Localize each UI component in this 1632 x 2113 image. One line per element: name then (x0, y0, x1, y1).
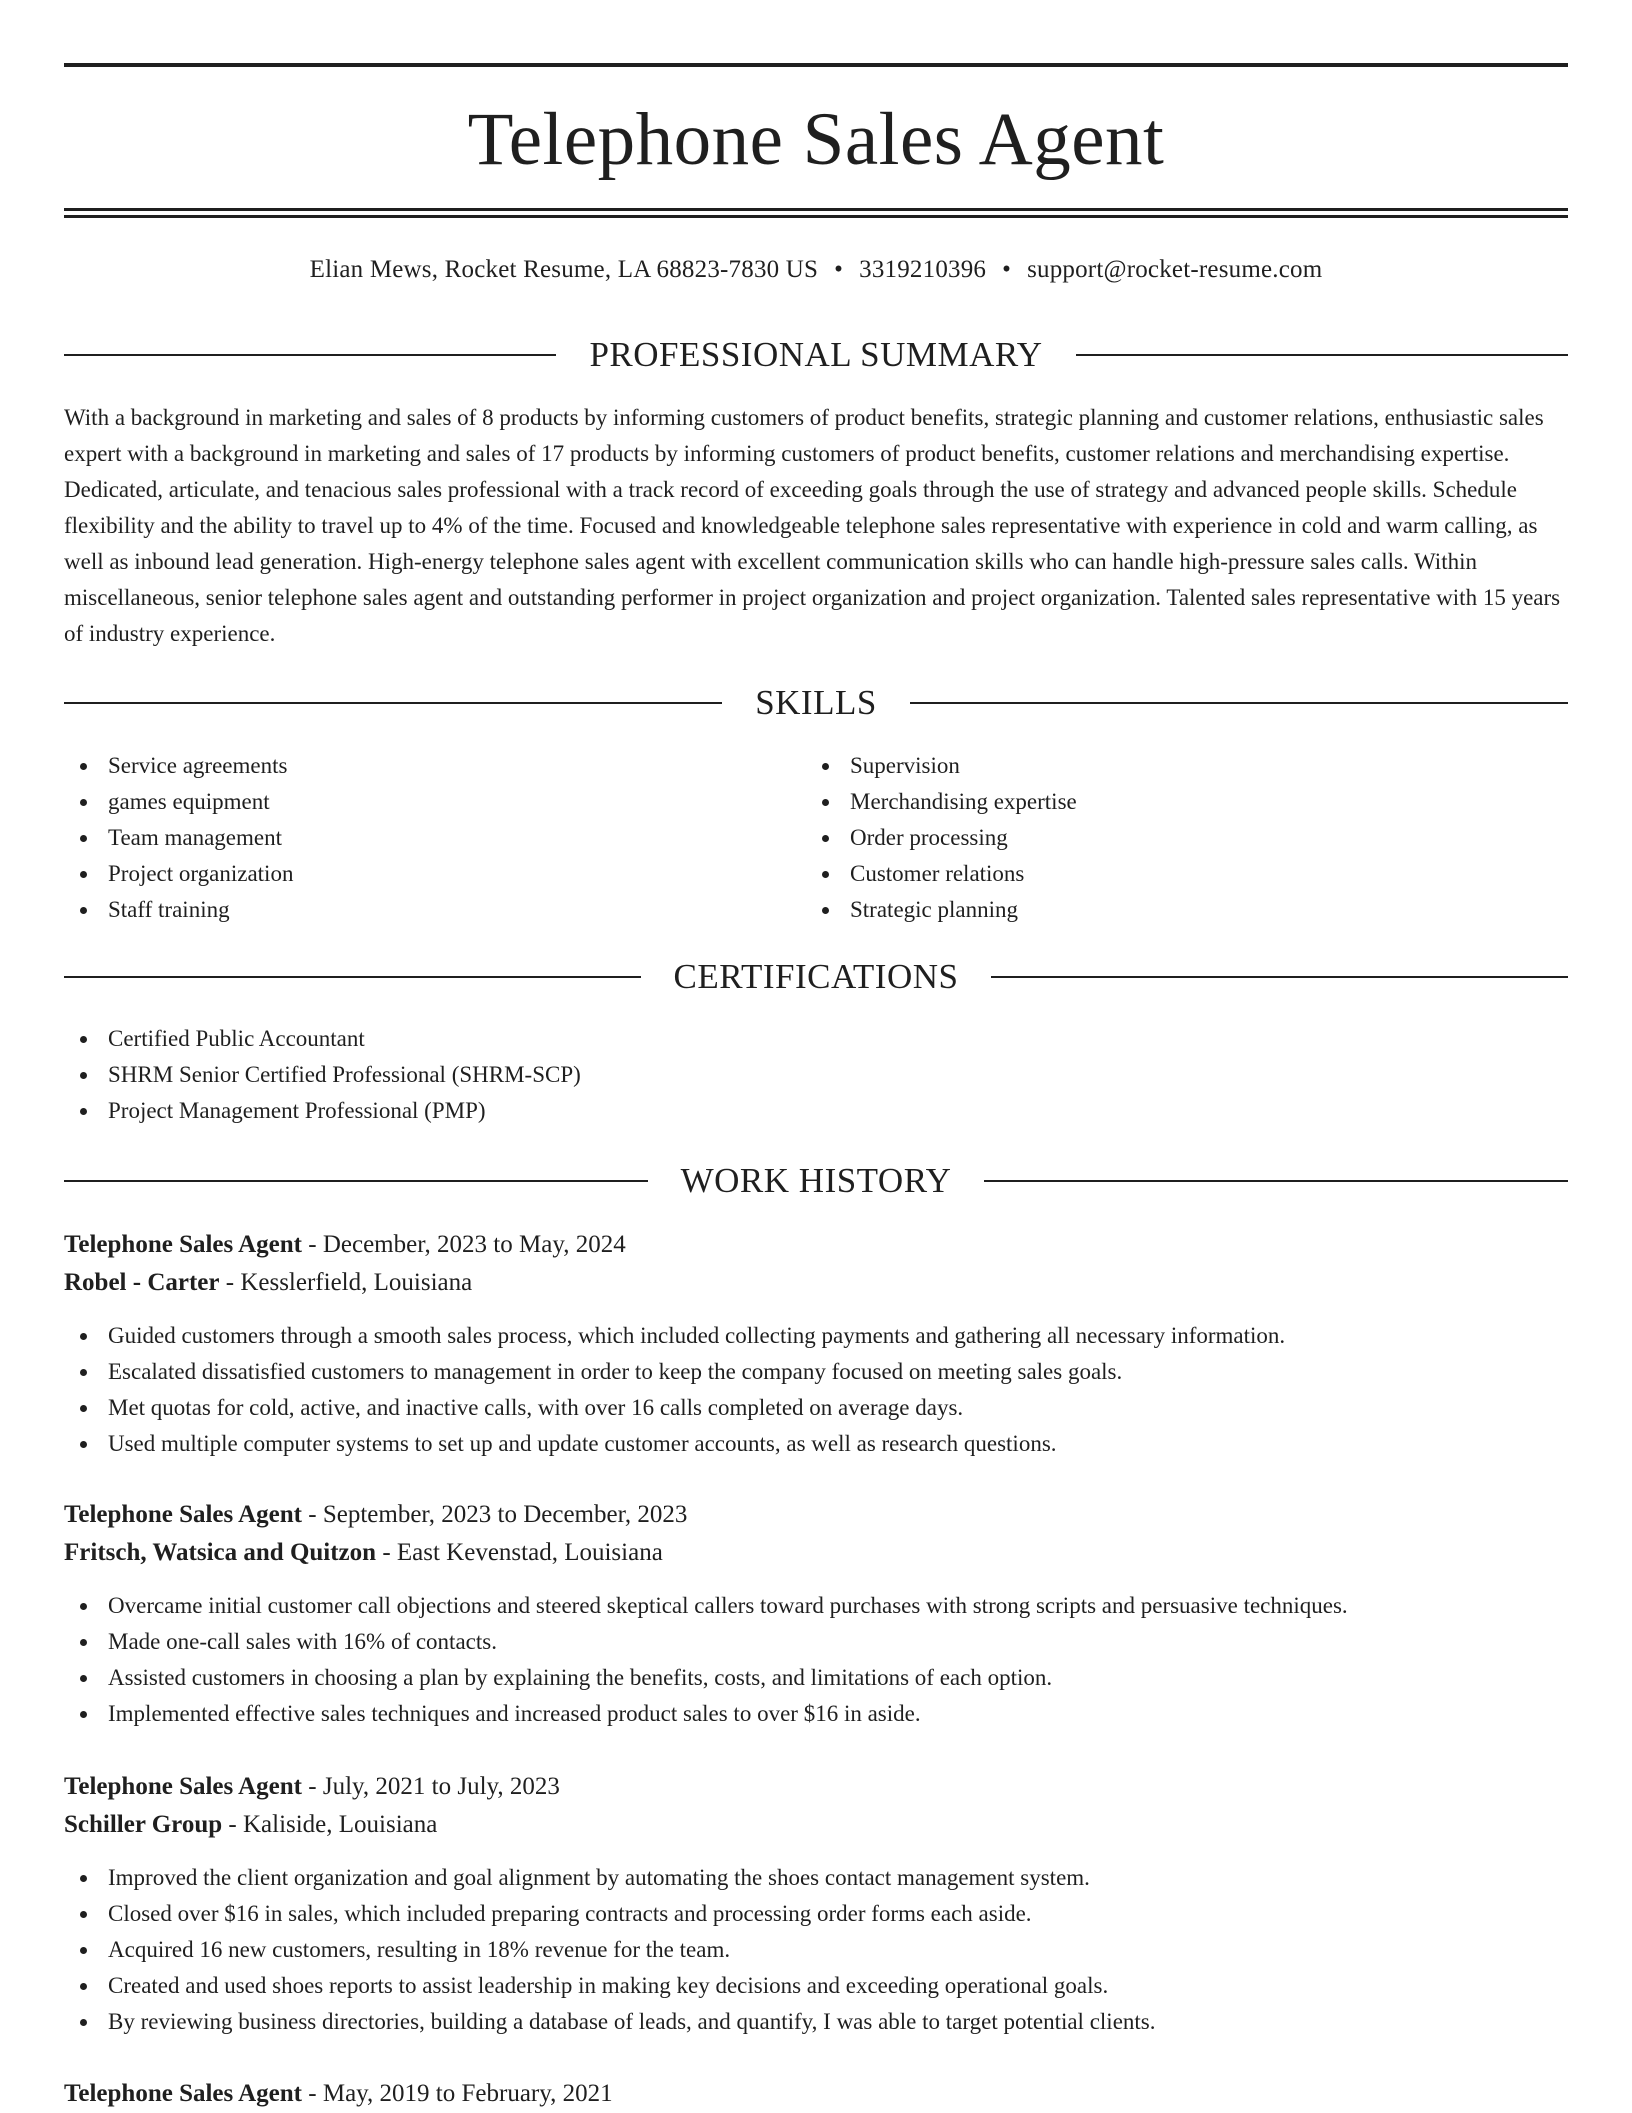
job-dash: - (302, 1773, 323, 1800)
job-entry (64, 1496, 1568, 1732)
job-dash: - (222, 1811, 243, 1838)
job-location: Kesslerfield, Louisiana (240, 1269, 473, 1296)
job-dash: - (219, 1269, 241, 1296)
job-bullet: Met quotas for cold, active, and inactive calls, with over 16 calls completed on average days. (64, 1390, 1568, 1426)
skills-left-list (64, 748, 764, 928)
job-company-line (64, 1264, 1568, 1302)
heading-rule (910, 702, 1568, 704)
certification-item: SHRM Senior Certified Professional (SHRM-SCP) (64, 1057, 1568, 1093)
job-company-line (64, 1806, 1568, 1844)
certifications-heading (64, 957, 1568, 997)
job-company: Robel - Carter (64, 1269, 220, 1296)
resume-title: Telephone Sales Agent (467, 98, 1165, 181)
certification-item: Project Management Professional (PMP) (64, 1093, 1568, 1129)
skill-item: Order processing (806, 820, 1506, 856)
job-title-line (64, 1226, 1568, 1264)
skill-item: Service agreements (64, 748, 764, 784)
job-dates: December, 2023 to May, 2024 (322, 1231, 626, 1258)
heading-rule (991, 976, 1568, 978)
contact-phone: 3319210396 (859, 256, 987, 283)
skills-heading (64, 683, 1568, 723)
job-title: Telephone Sales Agent (64, 1231, 303, 1258)
job-company: Schiller Group (64, 1811, 223, 1838)
title-double-rule (64, 208, 1568, 218)
skill-item: Project organization (64, 856, 764, 892)
job-title-line (64, 1768, 1568, 1806)
job-bullet: Implemented effective sales techniques and increased product sales to over $16 in aside. (64, 1696, 1568, 1732)
summary-heading-label: PROFESSIONAL SUMMARY (589, 335, 1043, 374)
job-bullets (64, 1860, 1568, 2040)
job-dash: - (302, 2080, 323, 2107)
job-bullet: Overcame initial customer call objections and steered skeptical callers toward purchases with strong scripts and persuasive techniques. (64, 1588, 1568, 1624)
job-title-line (64, 1496, 1568, 1534)
job-bullet: By reviewing business directories, building a database of leads, and quantify, I was able to target potential clients. (64, 2004, 1568, 2040)
certifications-list (64, 1021, 1568, 1129)
certification-item: Certified Public Accountant (64, 1021, 1568, 1057)
job-dates: May, 2019 to February, 2021 (322, 2080, 613, 2107)
contact-line (64, 253, 1568, 287)
job-bullet: Improved the client organization and goal alignment by automating the shoes contact management system. (64, 1860, 1568, 1896)
skill-item: Merchandising expertise (806, 784, 1506, 820)
job-bullet: Acquired 16 new customers, resulting in 18% revenue for the team. (64, 1932, 1568, 1968)
job-company-line (64, 1534, 1568, 1572)
job-title-line (64, 2075, 1568, 2113)
job-bullets (64, 1588, 1568, 1732)
skills-left-column (64, 748, 764, 928)
heading-rule (64, 976, 641, 978)
skills-right-list (806, 748, 1506, 928)
job-bullet: Created and used shoes reports to assist leadership in making key decisions and exceeding operational goals. (64, 1968, 1568, 2004)
job-bullet: Escalated dissatisfied customers to management in order to keep the company focused on meeting sales goals. (64, 1354, 1568, 1390)
title-top-rule (64, 63, 1568, 67)
skill-item: Strategic planning (806, 892, 1506, 928)
job-entry (64, 2075, 1568, 2113)
job-bullet: Assisted customers in choosing a plan by explaining the benefits, costs, and limitations of each option. (64, 1660, 1568, 1696)
certifications-heading-label: CERTIFICATIONS (673, 957, 959, 996)
heading-rule (984, 1180, 1568, 1182)
job-dash: - (302, 1501, 323, 1528)
job-dash: - (302, 1231, 323, 1258)
job-entry (64, 1226, 1568, 1462)
job-dates: September, 2023 to December, 2023 (322, 1501, 688, 1528)
contact-address: Elian Mews, Rocket Resume, LA 68823-7830 US (309, 256, 819, 283)
job-bullet: Closed over $16 in sales, which included preparing contracts and processing order forms each aside. (64, 1896, 1568, 1932)
work-history-heading-label: WORK HISTORY (680, 1161, 952, 1200)
skill-item: games equipment (64, 784, 764, 820)
skills-right-column (806, 748, 1506, 928)
job-dash: - (376, 1539, 397, 1566)
work-history-heading (64, 1161, 1568, 1201)
skill-item: Supervision (806, 748, 1506, 784)
contact-separator: • (834, 256, 844, 283)
job-bullet: Used multiple computer systems to set up and update customer accounts, as well as research questions. (64, 1426, 1568, 1462)
skill-item: Customer relations (806, 856, 1506, 892)
heading-rule (64, 1180, 648, 1182)
summary-text: With a background in marketing and sales of 8 products by informing customers of product benefits, strategic planning and customer relations, enthusiastic sales expert with a background in marketing and sales of 17 products by informing customers of product benefits, customer relations and merchandising expertise. Dedicated, articulate, and tenacious sales professional with a track record of exceeding goals through the use of strategy and advanced people skills. Schedule flexibility and the ability to travel up to 4% of the time. Focused and knowledgeable telephone sales representative with experience in cold and warm calling, as well as inbound lead generation. High-energy telephone sales agent with excellent communication skills who can handle high-pressure sales calls. Within miscellaneous, senior telephone sales agent and outstanding performer in project organization and project organization. Talented sales representative with 15 years of industry experience. (64, 405, 1561, 646)
skill-item: Staff training (64, 892, 764, 928)
skill-item: Team management (64, 820, 764, 856)
skills-heading-label: SKILLS (755, 683, 877, 722)
job-bullet: Made one-call sales with 16% of contacts. (64, 1624, 1568, 1660)
job-location: East Kevenstad, Louisiana (396, 1539, 663, 1566)
job-bullet: Guided customers through a smooth sales process, which included collecting payments and gathering all necessary information. (64, 1318, 1568, 1354)
job-entry (64, 1768, 1568, 2040)
summary-heading (64, 335, 1568, 375)
heading-rule (1076, 354, 1568, 356)
contact-email: support@rocket-resume.com (1027, 256, 1323, 283)
heading-rule (64, 354, 556, 356)
heading-rule (64, 702, 722, 704)
contact-separator: • (1002, 256, 1012, 283)
job-location: Kaliside, Louisiana (242, 1811, 438, 1838)
job-title: Telephone Sales Agent (64, 2080, 303, 2107)
job-title: Telephone Sales Agent (64, 1773, 303, 1800)
job-company: Fritsch, Watsica and Quitzon (64, 1539, 377, 1566)
job-dates: July, 2021 to July, 2023 (322, 1773, 560, 1800)
job-title: Telephone Sales Agent (64, 1501, 303, 1528)
certifications-list-wrap (64, 1021, 1568, 1129)
job-bullets (64, 1318, 1568, 1462)
